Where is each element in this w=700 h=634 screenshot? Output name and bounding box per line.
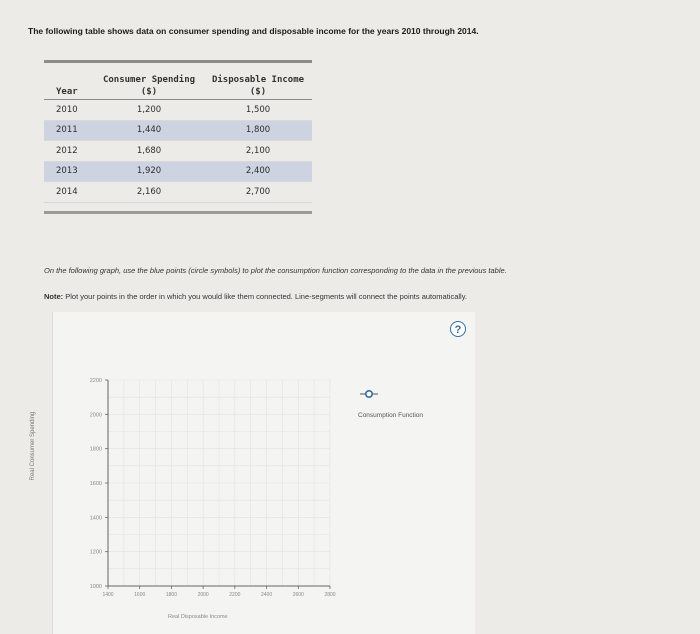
cell-spending: 1,200	[136, 104, 162, 115]
chart-grid	[108, 380, 330, 586]
note-label: Note:	[44, 292, 64, 301]
x-tick-label: 1800	[165, 592, 177, 598]
chart-axes	[105, 380, 330, 589]
cell-income: 1,500	[245, 104, 271, 115]
cell-year: 2010	[56, 104, 78, 115]
cell-income: 1,800	[245, 125, 271, 136]
x-tick-label: 2200	[229, 592, 241, 598]
y-tick-label: 2200	[89, 378, 102, 384]
cell-income: 2,700	[245, 186, 271, 197]
x-tick-labels	[102, 592, 335, 598]
y-axis-label: Real Consumer Spending	[30, 411, 36, 481]
cell-spending: 1,440	[136, 125, 162, 136]
graph-instruction: On the following graph, use the blue points (circle symbols) to plot the consumption function corresponding to the data in the previous table.	[44, 266, 507, 275]
help-icon[interactable]: ?	[450, 321, 466, 337]
cell-year: 2013	[56, 166, 78, 177]
y-tick-label: 1000	[89, 584, 102, 590]
y-tick-label: 1400	[89, 515, 102, 522]
legend-label: Consumption Function	[358, 412, 424, 419]
cell-income: 2,100	[245, 145, 271, 156]
x-tick-label: 1600	[134, 592, 146, 598]
x-tick-label: 2600	[292, 592, 304, 598]
intro-text: The following table shows data on consumer spending and disposable income for the years 2010 through 2014.	[28, 26, 479, 36]
header-year: Year	[56, 87, 78, 97]
x-tick-label: 1400	[102, 592, 114, 598]
cell-spending: 2,160	[136, 186, 162, 197]
note-text: Plot your points in the order in which you would like them connected. Line-segments will connect the points automatically.	[63, 292, 467, 301]
circle-marker-icon[interactable]	[360, 386, 378, 404]
y-tick-label: 1200	[89, 549, 102, 556]
cell-spending: 1,920	[136, 166, 162, 177]
cell-year: 2014	[56, 186, 78, 197]
x-tick-label: 2000	[197, 592, 209, 598]
header-spending-unit: ($)	[140, 87, 158, 97]
x-tick-label: 2800	[324, 592, 336, 598]
y-tick-label: 1600	[89, 481, 102, 487]
y-tick-label: 1800	[89, 446, 102, 453]
x-tick-label: 2400	[261, 592, 273, 598]
header-income-unit: ($)	[249, 87, 267, 97]
y-tick-labels	[90, 378, 102, 590]
cell-year: 2012	[56, 145, 78, 156]
cell-income: 2,400	[245, 166, 271, 177]
header-consumer-spending: Consumer Spending	[102, 75, 196, 85]
y-tick-label: 2000	[89, 412, 102, 419]
x-axis-label: Real Disposable Income	[168, 614, 228, 620]
header-disposable-income: Disposable Income	[211, 75, 305, 85]
cell-spending: 1,680	[136, 145, 162, 156]
cell-year: 2011	[56, 125, 78, 136]
